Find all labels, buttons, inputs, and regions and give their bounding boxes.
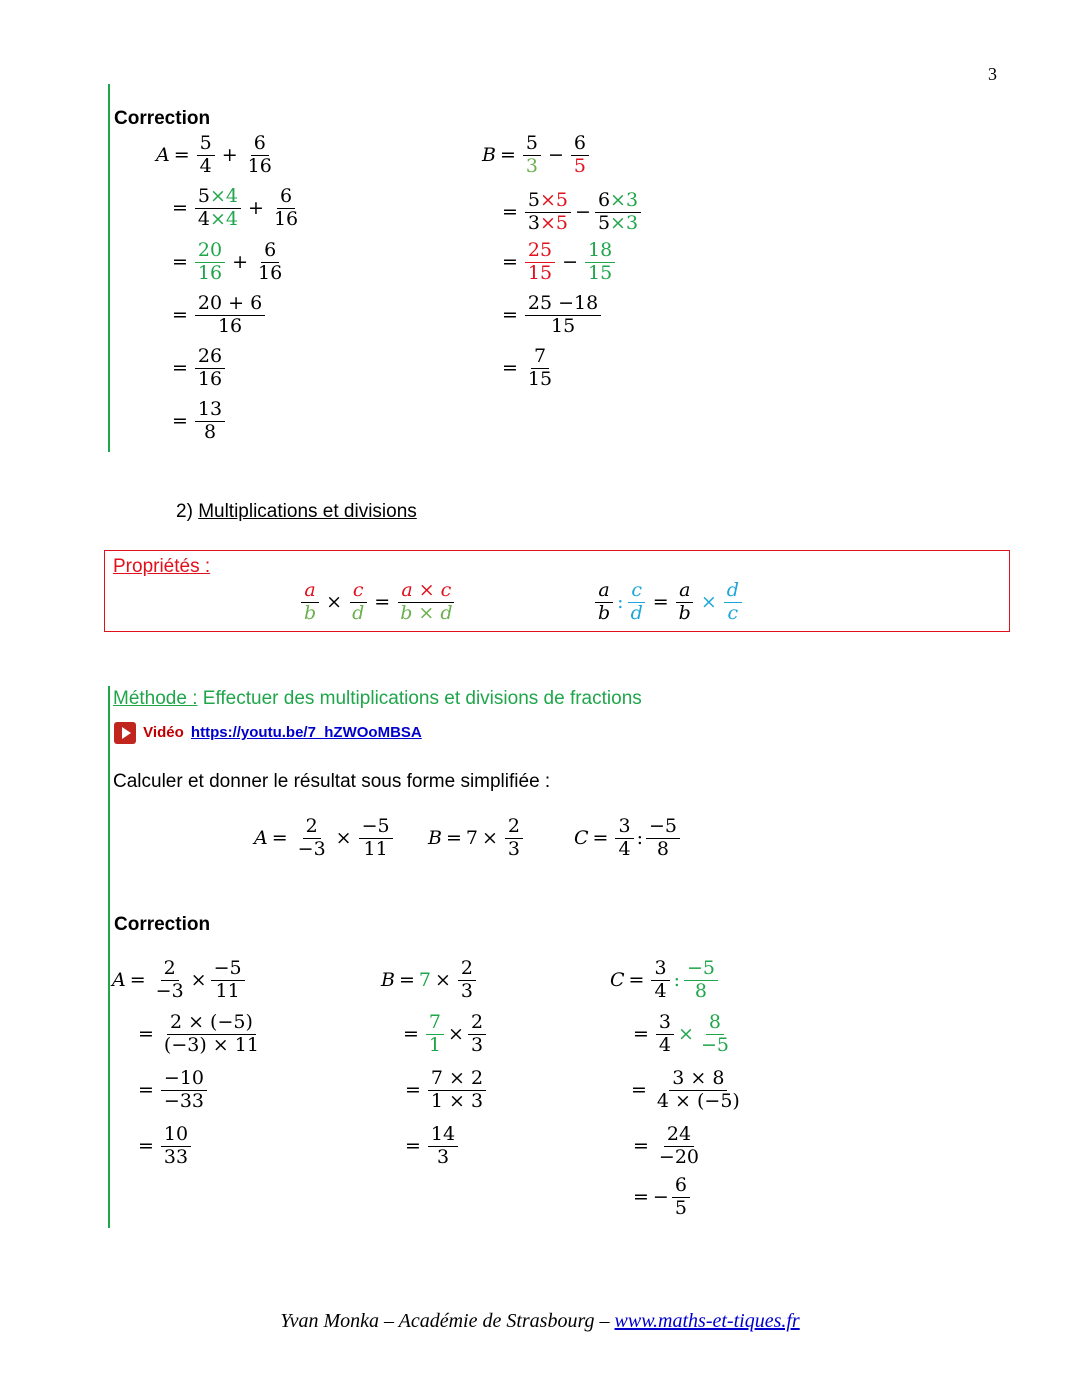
c2-A-line3: = $\frac{10}{33}$	[134, 1124, 194, 1169]
footer-text: Yvan Monka – Académie de Strasbourg –	[280, 1310, 615, 1332]
c1-A-line5: = $\frac{13}{8}$	[168, 399, 228, 444]
fraction: $\frac{6\times 3}{5\times 3}$	[595, 190, 641, 235]
fraction: $\frac{3}{4}$	[615, 816, 633, 861]
c2-C-line4: = − $\frac{6}{5}$	[629, 1175, 693, 1220]
c2-B-line1: = $\frac{7}{1}$ × $\frac{2}{3}$	[399, 1012, 489, 1057]
video-play-icon[interactable]	[114, 722, 136, 744]
fraction: $\frac{6}{16}$	[258, 239, 283, 284]
fraction: $\frac{6}{5}$	[672, 1175, 690, 1220]
method-label: Méthode :	[113, 688, 198, 709]
fraction: $\frac{c}{d}$	[628, 580, 646, 625]
fraction: $\frac{c}{d}$	[349, 580, 367, 625]
correction-heading: Correction	[114, 108, 211, 129]
fraction: $\frac{-5}{11}$	[359, 816, 393, 861]
fraction: $\frac{-5}{11}$	[211, 958, 245, 1003]
c2-B-line2: = $\frac{7 \times 2}{1 \times 3}$	[401, 1068, 489, 1113]
section-title: Multiplications et divisions	[198, 501, 417, 522]
fraction: $\frac{13}{8}$	[195, 399, 225, 444]
method-title: Effectuer des multiplications et divisions de fractions	[197, 688, 642, 709]
fraction: $\frac{5\times 5}{3\times 5}$	[525, 190, 571, 235]
var-B: B	[381, 969, 395, 992]
c2-B-line3: = $\frac{14}{3}$	[401, 1124, 461, 1169]
var-C: C	[574, 827, 589, 850]
c1-A-line3: = $\frac{20 + 6}{16}$	[168, 293, 268, 338]
correction-heading-2: Correction	[114, 914, 211, 935]
fraction: $\frac{25}{15}$	[525, 240, 555, 285]
fraction: $\frac{3}{4}$	[651, 958, 669, 1003]
video-link[interactable]: https://youtu.be/7_hZWOoMBSA	[190, 723, 422, 741]
fraction: $\frac{25 -18}{15}$	[525, 293, 601, 338]
fraction: $\frac{2 \times (-5)}{(-3) \times 11}$	[163, 1011, 259, 1056]
fraction: $\frac{5}{4}$	[197, 133, 215, 178]
fraction: $\frac{5\times 4}{4\times 4}$	[195, 186, 241, 231]
video-label: Vidéo	[143, 723, 184, 741]
c1-B-line3: = $\frac{25 -18}{15}$	[498, 293, 604, 338]
fraction: $\frac{6}{16}$	[273, 185, 299, 230]
var-C: C	[610, 969, 625, 992]
fraction: $\frac{20 + 6}{16}$	[195, 293, 265, 338]
fraction: $\frac{2}{3}$	[468, 1012, 486, 1057]
c2-B-line0: B = 7 × $\frac{2}{3}$	[381, 958, 479, 1003]
fraction: $\frac{5}{3}$	[523, 133, 541, 178]
method-heading	[113, 688, 642, 710]
section-number: 2)	[176, 501, 199, 522]
section-heading	[176, 501, 417, 523]
fraction: $\frac{7 \times 2}{1 \times 3}$	[428, 1068, 486, 1113]
method-sideline-top	[108, 84, 110, 452]
fraction: $\frac{6}{5}$	[571, 133, 589, 178]
c2-A-line1: = $\frac{2 \times (-5)}{(-3) \times 11}$	[134, 1012, 265, 1057]
fraction: $\frac{3 \times 8}{4 \times (-5)}$	[656, 1067, 740, 1112]
fraction: $\frac{-10}{-33}$	[161, 1068, 207, 1113]
fraction: $\frac{a}{b}$	[595, 580, 613, 625]
fraction: $\frac{8}{-5}$	[700, 1011, 729, 1056]
properties-label: Propriétés :	[113, 556, 211, 577]
fraction: $\frac{20}{16}$	[195, 240, 225, 285]
fraction: $\frac{18}{15}$	[585, 240, 615, 285]
fraction: $\frac{-5}{8}$	[646, 816, 680, 861]
page-number: 3	[988, 64, 997, 84]
fraction: $\frac{a}{b}$	[301, 580, 319, 625]
c1-A-line2: = $\frac{20}{16}$ + $\frac{6}{16}$	[168, 240, 288, 285]
exercise-C: C = $\frac{3}{4}$ : $\frac{-5}{8}$	[574, 816, 683, 861]
c1-B-line4: = $\frac{7}{15}$	[498, 346, 558, 391]
footer-link[interactable]: www.maths-et-tiques.fr	[614, 1310, 800, 1332]
video-line	[114, 722, 422, 744]
fraction: $\frac{3}{4}$	[656, 1012, 674, 1057]
c1-A-line1: = $\frac{5\times 4}{4\times 4}$ + $\frac{6}{16}$	[168, 186, 304, 231]
c1-A-line0: A = $\frac{5}{4}$ + $\frac{6}{16}$	[156, 133, 278, 178]
c2-C-line0: C = $\frac{3}{4}$ : $\frac{-5}{8}$	[610, 958, 721, 1003]
fraction: $\frac{a \times c}{b \times d}$	[400, 579, 453, 624]
c1-B-line0: B = $\frac{5}{3}$ − $\frac{6}{5}$	[482, 133, 592, 178]
c2-C-line2: = $\frac{3 \times 8}{4 \times (-5)}$	[627, 1068, 746, 1113]
c1-B-line2: = $\frac{25}{15}$ − $\frac{18}{15}$	[498, 240, 618, 285]
fraction: $\frac{2}{3}$	[458, 958, 476, 1003]
c2-A-line2: = $\frac{-10}{-33}$	[134, 1068, 210, 1113]
property-division: $\frac{a}{b}$ : $\frac{c}{d}$ = $\frac{a}{b}$ × $\frac{d}{c}$	[592, 580, 745, 625]
fraction: $\frac{26}{16}$	[195, 346, 225, 391]
fraction: $\frac{7}{15}$	[527, 345, 553, 390]
var-A: A	[254, 827, 268, 850]
exercise-A: A = $\frac{2}{-3}$ × $\frac{-5}{11}$	[254, 816, 396, 861]
method-sideline-bottom	[108, 686, 110, 1228]
fraction: $\frac{2}{3}$	[505, 816, 523, 861]
fraction: $\frac{-5}{8}$	[684, 958, 718, 1003]
fraction: $\frac{2}{-3}$	[297, 815, 326, 860]
var-B: B	[482, 144, 496, 167]
fraction: $\frac{7}{1}$	[426, 1012, 444, 1057]
footer	[0, 1310, 1080, 1333]
property-product: $\frac{a}{b}$ × $\frac{c}{d}$ = $\frac{a \times c}{b \times d}$	[298, 580, 459, 625]
c2-C-line3: = $\frac{24}{-20}$	[629, 1124, 705, 1169]
var-A: A	[156, 144, 170, 167]
fraction: $\frac{2}{-3}$	[155, 957, 184, 1002]
fraction: $\frac{a}{b}$	[676, 580, 694, 625]
c2-A-line0: A = $\frac{2}{-3}$ × $\frac{-5}{11}$	[112, 958, 248, 1003]
exercise-B: B = 7 × $\frac{2}{3}$	[428, 816, 526, 861]
instruction-text: Calculer et donner le résultat sous forme simplifiée :	[113, 771, 551, 792]
properties-box	[104, 550, 1010, 632]
c2-C-line1: = $\frac{3}{4}$ × $\frac{8}{-5}$	[629, 1012, 735, 1057]
fraction: $\frac{d}{c}$	[724, 580, 742, 625]
fraction: $\frac{24}{-20}$	[658, 1123, 700, 1168]
fraction: $\frac{10}{33}$	[161, 1124, 191, 1169]
var-A: A	[112, 969, 126, 992]
var-B: B	[428, 827, 442, 850]
fraction: $\frac{6}{16}$	[247, 132, 272, 177]
fraction: $\frac{14}{3}$	[428, 1124, 458, 1169]
c1-A-line4: = $\frac{26}{16}$	[168, 346, 228, 391]
c1-B-line1: = $\frac{5\times 5}{3\times 5}$ − $\frac{6\times 3}{5\times 3}$	[498, 190, 644, 235]
